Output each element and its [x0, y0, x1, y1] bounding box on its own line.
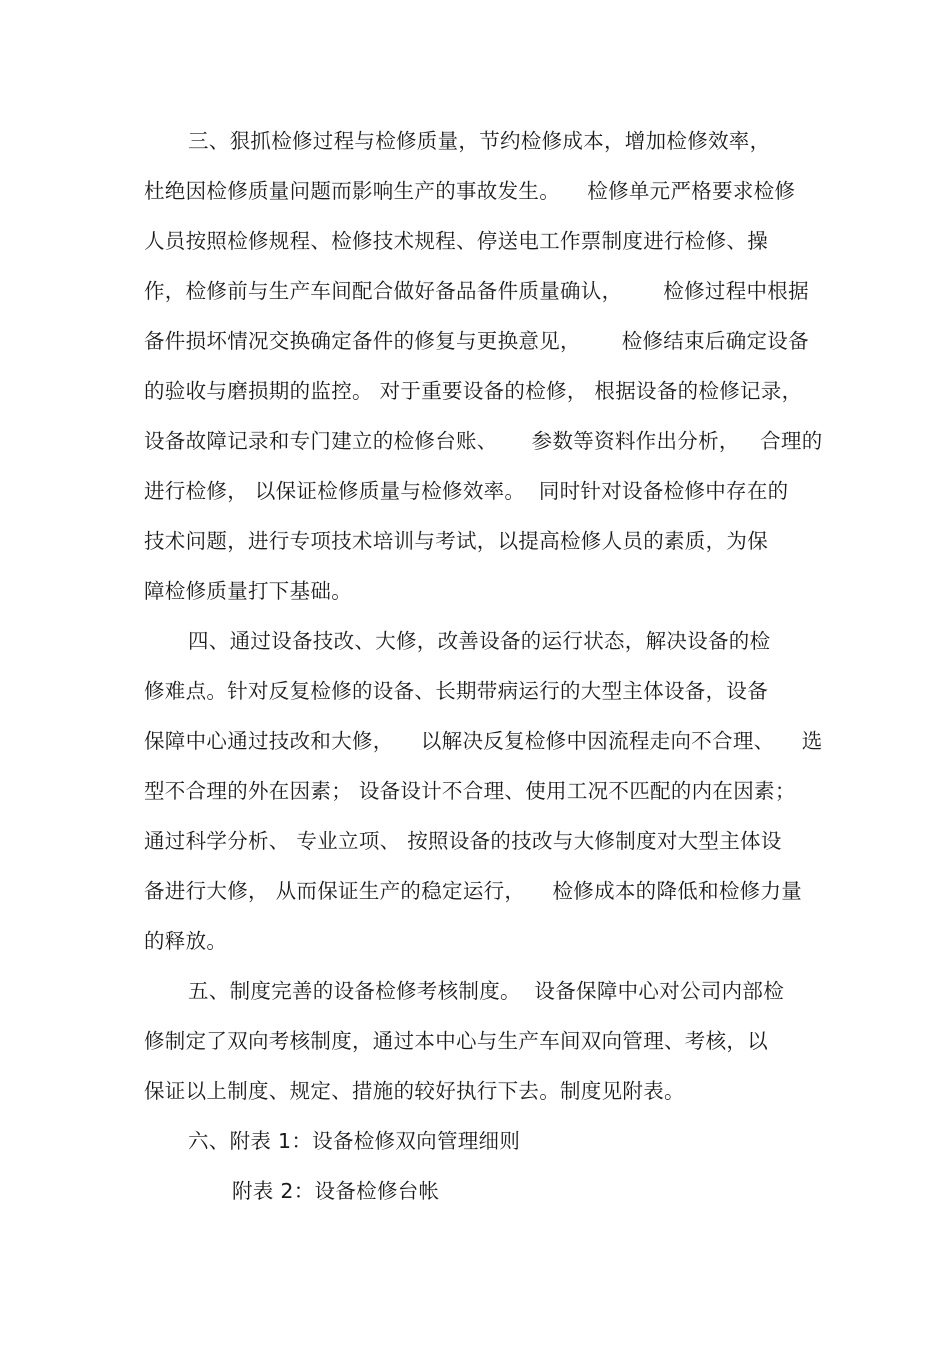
paragraph-4-line-5: 通过科学分析、 专业立项、 按照设备的技改与大修制度对大型主体设 — [144, 829, 782, 853]
appendix-item-1: 六、附表 1：设备检修双向管理细则 — [188, 1129, 521, 1153]
paragraph-3-line-3: 人员按照检修规程、检修技术规程、停送电工作票制度进行检修、操 — [144, 229, 768, 253]
paragraph-3-line-4: 作，检修前与生产车间配合做好备品备件质量确认， 检修过程中根据 — [144, 279, 809, 303]
paragraph-3-line-6: 的验收与磨损期的监控。 对于重要设备的检修， 根据设备的检修记录， — [144, 379, 803, 403]
paragraph-4-line-4: 型不合理的外在因素； 设备设计不合理、使用工况不匹配的内在因素； — [144, 779, 796, 803]
paragraph-4-line-7: 的释放。 — [144, 929, 228, 953]
paragraph-5-line-1: 五、制度完善的设备检修考核制度。 设备保障中心对公司内部检 — [188, 979, 785, 1003]
appendix-item-2: 附表 2：设备检修台帐 — [232, 1179, 440, 1203]
paragraph-5-line-3: 保证以上制度、规定、措施的较好执行下去。制度见附表。 — [144, 1079, 685, 1103]
paragraph-3-line-8: 进行检修， 以保证检修质量与检修效率。 同时针对设备检修中存在的 — [144, 479, 789, 503]
paragraph-3-line-5: 备件损坏情况交换确定备件的修复与更换意见， 检修结束后确定设备 — [144, 329, 809, 353]
paragraph-4-line-6: 备进行大修， 从而保证生产的稳定运行， 检修成本的降低和检修力量 — [144, 879, 803, 903]
paragraph-3-line-10: 障检修质量打下基础。 — [144, 579, 352, 603]
paragraph-3-line-2: 杜绝因检修质量问题而影响生产的事故发生。 检修单元严格要求检修 — [144, 179, 796, 203]
paragraph-3-line-1: 三、狠抓检修过程与检修质量，节约检修成本，增加检修效率， — [188, 129, 771, 153]
paragraph-4-line-1: 四、通过设备技改、大修，改善设备的运行状态，解决设备的检 — [188, 629, 771, 653]
paragraph-4-line-2: 修难点。针对反复检修的设备、长期带病运行的大型主体设备，设备 — [144, 679, 768, 703]
paragraph-4-line-3: 保障中心通过技改和大修， 以解决反复检修中因流程走向不合理、 选 — [144, 729, 823, 753]
paragraph-3-line-9: 技术问题，进行专项技术培训与考试，以提高检修人员的素质，为保 — [144, 529, 768, 553]
paragraph-3-line-7: 设备故障记录和专门建立的检修台账、 参数等资料作出分析， 合理的 — [144, 429, 823, 453]
paragraph-5-line-2: 修制定了双向考核制度，通过本中心与生产车间双向管理、考核，以 — [144, 1029, 768, 1053]
